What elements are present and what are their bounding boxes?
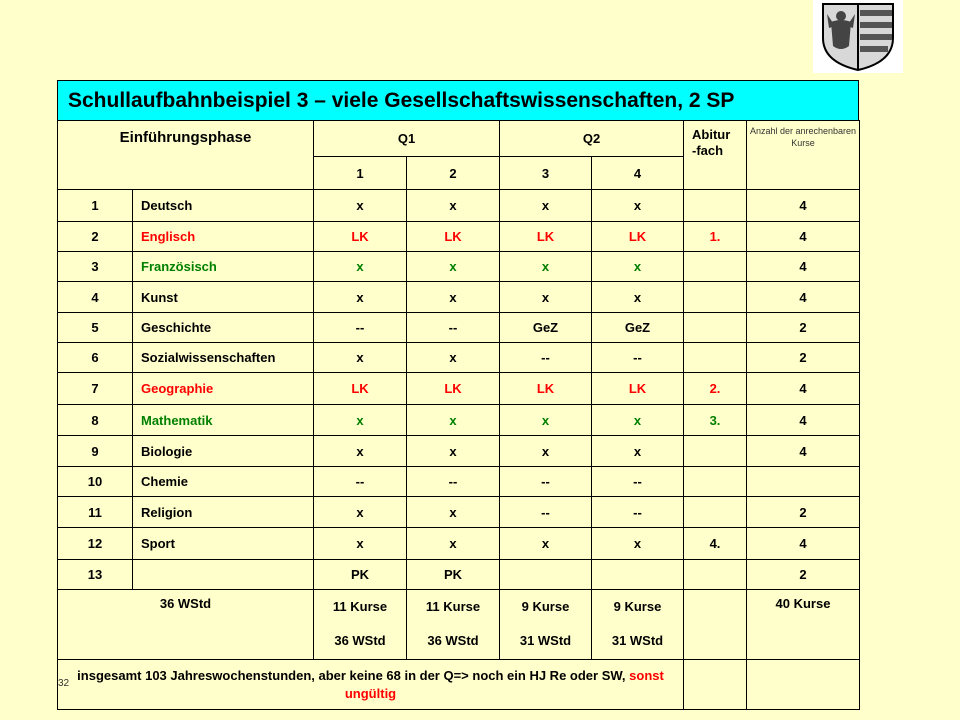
subject-name: Geographie xyxy=(133,373,314,405)
totals-s1-wstd: 36 WStd xyxy=(334,633,386,648)
subject-name: Französisch xyxy=(133,252,314,282)
footer-count xyxy=(747,660,860,710)
totals-s3-kurse: 9 Kurse xyxy=(521,599,570,614)
subject-name: Sozialwissenschaften xyxy=(133,343,314,373)
semester-2-cell: LK xyxy=(407,222,500,252)
row-number: 12 xyxy=(58,528,133,560)
totals-wstd: 36 WStd xyxy=(58,590,314,660)
subject-name: Biologie xyxy=(133,436,314,467)
header-q2: Q2 xyxy=(500,121,684,157)
course-table xyxy=(57,120,860,710)
totals-s4-wstd: 31 WStd xyxy=(611,633,664,648)
table-row xyxy=(58,405,860,436)
totals-abitur xyxy=(684,590,747,660)
count-cell: 4 xyxy=(747,222,860,252)
count-cell: 2 xyxy=(747,313,860,343)
table-row xyxy=(58,560,860,590)
semester-3-cell xyxy=(500,560,592,590)
header-anzahl-text: Anzahl der anrechenbaren Kurse xyxy=(749,126,857,148)
totals-s4-kurse: 9 Kurse xyxy=(613,599,662,614)
semester-2-cell: x xyxy=(407,405,500,436)
table-row xyxy=(58,222,860,252)
semester-3-cell: LK xyxy=(500,373,592,405)
abitur-cell xyxy=(684,313,747,343)
semester-1-cell: x xyxy=(314,190,407,222)
row-number: 3 xyxy=(58,252,133,282)
totals-s1-kurse: 11 Kurse xyxy=(332,599,388,614)
totals-s2-kurse: 11 Kurse xyxy=(425,599,481,614)
subject-name: Mathematik xyxy=(133,405,314,436)
slide-number: 32 xyxy=(58,678,70,689)
semester-2-cell: x xyxy=(407,343,500,373)
semester-3-cell: x xyxy=(500,190,592,222)
table-row xyxy=(58,282,860,313)
totals-s2-wstd: 36 WStd xyxy=(427,633,479,648)
semester-2-cell: LK xyxy=(407,373,500,405)
count-cell: 4 xyxy=(747,436,860,467)
table-row xyxy=(58,467,860,497)
semester-4-cell: LK xyxy=(592,373,684,405)
row-number: 13 xyxy=(58,560,133,590)
row-number: 1 xyxy=(58,190,133,222)
count-cell: 4 xyxy=(747,528,860,560)
count-cell: 4 xyxy=(747,252,860,282)
header-abitur xyxy=(684,121,747,190)
header-abitur-text: Abitur -fach xyxy=(692,127,731,158)
abitur-cell: 4. xyxy=(684,528,747,560)
table-row xyxy=(58,373,860,405)
footer-row xyxy=(58,660,860,710)
totals-s3-wstd: 31 WStd xyxy=(519,633,572,648)
header-einfuehrungsphase: Einführungsphase xyxy=(58,121,314,190)
abitur-cell xyxy=(684,252,747,282)
semester-1-cell: -- xyxy=(314,467,407,497)
semester-3-cell: x xyxy=(500,528,592,560)
subject-name: Englisch xyxy=(133,222,314,252)
footer-note xyxy=(58,660,684,710)
semester-1-cell: LK xyxy=(314,222,407,252)
semester-4-cell: -- xyxy=(592,497,684,528)
semester-2-cell: x xyxy=(407,252,500,282)
totals-row xyxy=(58,590,860,660)
semester-4-cell xyxy=(592,560,684,590)
coat-of-arms-icon xyxy=(813,0,903,73)
row-number: 5 xyxy=(58,313,133,343)
semester-3: 3 xyxy=(500,157,592,190)
page-title: Schullaufbahnbeispiel 3 – viele Gesellschaftswissenschaften, 2 SP xyxy=(68,89,735,112)
table-row xyxy=(58,436,860,467)
abitur-cell: 3. xyxy=(684,405,747,436)
semester-2-cell: -- xyxy=(407,467,500,497)
semester-1-cell: x xyxy=(314,343,407,373)
semester-1-cell: x xyxy=(314,497,407,528)
title-bar xyxy=(57,80,859,120)
abitur-cell xyxy=(684,560,747,590)
table-row xyxy=(58,343,860,373)
subject-name: Kunst xyxy=(133,282,314,313)
semester-3-cell: GeZ xyxy=(500,313,592,343)
count-cell xyxy=(747,467,860,497)
semester-3-cell: -- xyxy=(500,343,592,373)
semester-1-cell: LK xyxy=(314,373,407,405)
totals-s1 xyxy=(314,590,407,660)
row-number: 7 xyxy=(58,373,133,405)
count-cell: 4 xyxy=(747,190,860,222)
semester-3-cell: -- xyxy=(500,497,592,528)
semester-2-cell: x xyxy=(407,497,500,528)
abitur-cell: 1. xyxy=(684,222,747,252)
semester-2-cell: x xyxy=(407,528,500,560)
row-number: 2 xyxy=(58,222,133,252)
semester-1-cell: x xyxy=(314,282,407,313)
semester-1-cell: PK xyxy=(314,560,407,590)
semester-1-cell: x xyxy=(314,528,407,560)
abitur-cell xyxy=(684,343,747,373)
header-q1: Q1 xyxy=(314,121,500,157)
semester-1-cell: x xyxy=(314,405,407,436)
semester-4-cell: LK xyxy=(592,222,684,252)
count-cell: 2 xyxy=(747,497,860,528)
semester-1-cell: x xyxy=(314,436,407,467)
abitur-cell xyxy=(684,497,747,528)
abitur-cell xyxy=(684,467,747,497)
semester-4-cell: x xyxy=(592,190,684,222)
totals-s2 xyxy=(407,590,500,660)
count-cell: 4 xyxy=(747,282,860,313)
semester-4-cell: x xyxy=(592,436,684,467)
row-number: 6 xyxy=(58,343,133,373)
table-row xyxy=(58,190,860,222)
course-rows xyxy=(58,190,860,590)
semester-4-cell: -- xyxy=(592,343,684,373)
footer-warning: sonst ungültig xyxy=(344,667,664,701)
semester-4-cell: x xyxy=(592,252,684,282)
semester-4-cell: GeZ xyxy=(592,313,684,343)
totals-count: 40 Kurse xyxy=(747,590,860,660)
semester-3-cell: LK xyxy=(500,222,592,252)
semester-2-cell: x xyxy=(407,282,500,313)
row-number: 9 xyxy=(58,436,133,467)
totals-s4 xyxy=(592,590,684,660)
semester-4-cell: -- xyxy=(592,467,684,497)
totals-s3 xyxy=(500,590,592,660)
semester-3-cell: x xyxy=(500,252,592,282)
count-cell: 4 xyxy=(747,405,860,436)
semester-3-cell: x xyxy=(500,436,592,467)
semester-2-cell: x xyxy=(407,190,500,222)
semester-2-cell: -- xyxy=(407,313,500,343)
semester-4-cell: x xyxy=(592,405,684,436)
semester-4-cell: x xyxy=(592,282,684,313)
abitur-cell xyxy=(684,282,747,313)
subject-name: Deutsch xyxy=(133,190,314,222)
footer-abitur xyxy=(684,660,747,710)
table-row xyxy=(58,528,860,560)
semester-2: 2 xyxy=(407,157,500,190)
count-cell: 2 xyxy=(747,560,860,590)
abitur-cell xyxy=(684,436,747,467)
semester-3-cell: -- xyxy=(500,467,592,497)
semester-2-cell: x xyxy=(407,436,500,467)
semester-4-cell: x xyxy=(592,528,684,560)
count-cell: 4 xyxy=(747,373,860,405)
semester-4: 4 xyxy=(592,157,684,190)
row-number: 11 xyxy=(58,497,133,528)
subject-name: Chemie xyxy=(133,467,314,497)
subject-name: Religion xyxy=(133,497,314,528)
header-anzahl xyxy=(747,121,860,190)
semester-1: 1 xyxy=(314,157,407,190)
semester-1-cell: -- xyxy=(314,313,407,343)
semester-3-cell: x xyxy=(500,405,592,436)
footer-text: insgesamt 103 Jahreswochenstunden, aber keine 68 in der Q=> noch ein HJ Re oder SW, xyxy=(77,667,626,683)
table-row xyxy=(58,497,860,528)
semester-1-cell: x xyxy=(314,252,407,282)
abitur-cell xyxy=(684,190,747,222)
table-row xyxy=(58,252,860,282)
abitur-cell: 2. xyxy=(684,373,747,405)
row-number: 8 xyxy=(58,405,133,436)
subject-name: Sport xyxy=(133,528,314,560)
semester-3-cell: x xyxy=(500,282,592,313)
count-cell: 2 xyxy=(747,343,860,373)
semester-2-cell: PK xyxy=(407,560,500,590)
subject-name: Geschichte xyxy=(133,313,314,343)
subject-name xyxy=(133,560,314,590)
row-number: 10 xyxy=(58,467,133,497)
row-number: 4 xyxy=(58,282,133,313)
table-row xyxy=(58,313,860,343)
